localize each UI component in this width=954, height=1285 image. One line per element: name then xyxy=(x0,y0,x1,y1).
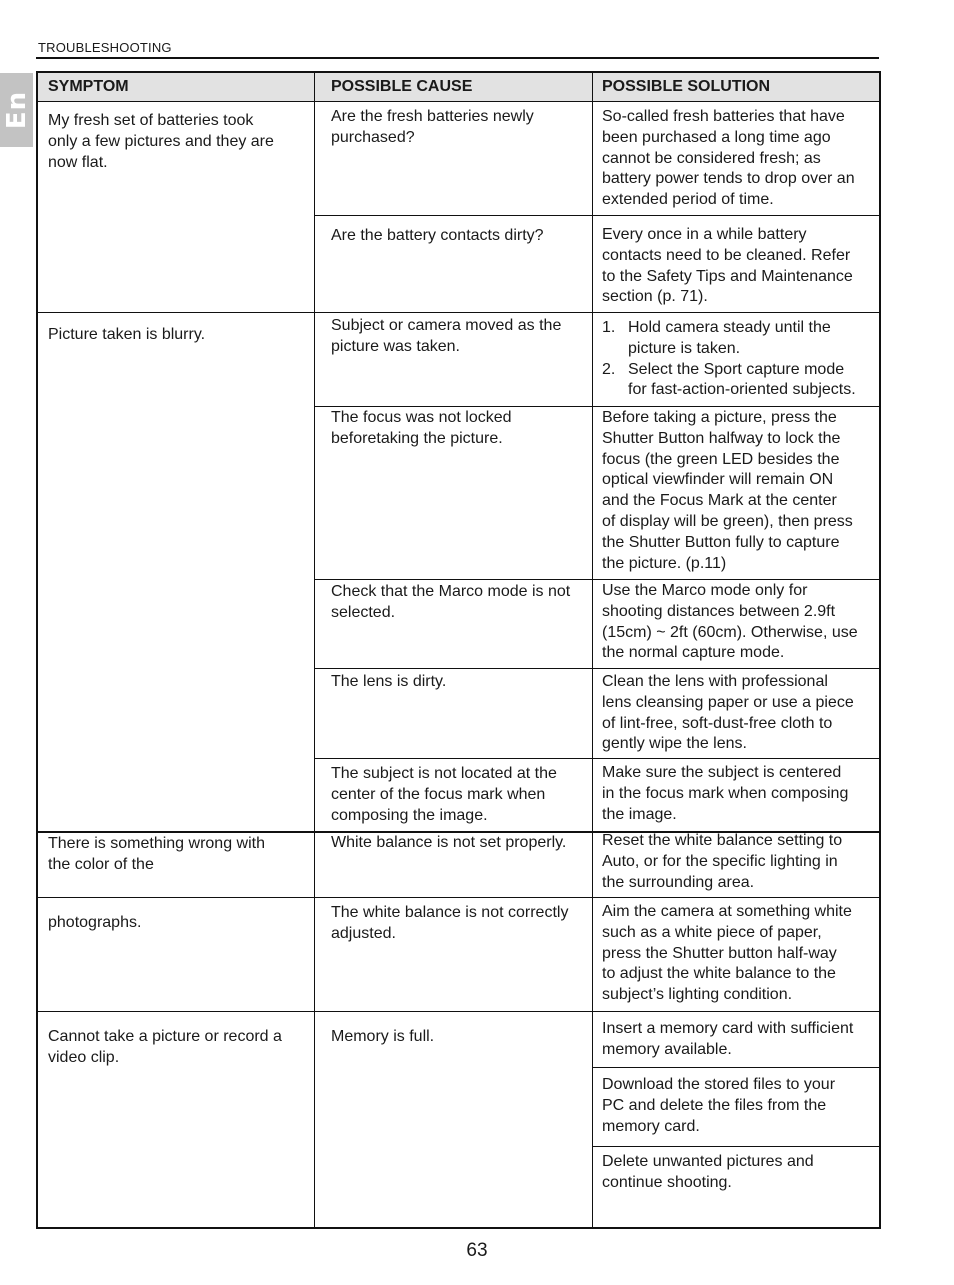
solution-cell: Every once in a while battery contacts need to be cleaned. Refer to the Safety Tips and Maintenance section (p. 71). xyxy=(602,226,853,306)
row-divider xyxy=(592,1146,879,1147)
header-possible-solution: POSSIBLE SOLUTION xyxy=(602,78,771,95)
list-item-text: Hold camera steady until the picture is taken. xyxy=(628,319,831,357)
language-tab-label: En xyxy=(1,90,32,130)
symptom-cell: photographs. xyxy=(48,914,142,931)
solution-cell: Reset the white balance setting to Auto, or for the specific lighting in the surrounding area. xyxy=(602,832,843,891)
header-possible-cause: POSSIBLE CAUSE xyxy=(331,78,473,95)
row-divider xyxy=(38,312,879,313)
solution-cell: So-called fresh batteries that have been purchased a long time ago cannot be considered fresh; as battery power tends to drop over an extended period of time. xyxy=(602,108,855,209)
troubleshooting-table xyxy=(36,71,881,1229)
cause-cell: The focus was not locked beforetaking the picture. xyxy=(331,409,512,447)
list-item-number: 2. xyxy=(602,360,616,378)
solution-cell: Make sure the subject is centered in the focus mark when composing the image. xyxy=(602,764,849,823)
row-divider xyxy=(314,215,879,216)
solution-cell: Insert a memory card with sufficient memory available. xyxy=(602,1020,854,1058)
page-number: 63 xyxy=(466,1240,488,1261)
column-divider xyxy=(592,73,593,1227)
solution-numbered-list xyxy=(602,318,856,401)
column-divider xyxy=(314,73,315,1227)
cause-cell: Memory is full. xyxy=(331,1028,435,1045)
header-rule xyxy=(36,57,879,59)
cause-cell: Check that the Marco mode is not selected. xyxy=(331,583,571,621)
symptom-cell: There is something wrong with the color of the xyxy=(48,835,265,873)
cause-cell: The subject is not located at the center of the focus mark when composing the image. xyxy=(331,765,557,824)
row-divider xyxy=(38,101,879,102)
header-symptom: SYMPTOM xyxy=(48,78,129,95)
symptom-cell: Picture taken is blurry. xyxy=(48,326,206,343)
row-divider xyxy=(592,1067,879,1068)
cause-cell: Subject or camera moved as the picture was taken. xyxy=(331,317,562,355)
cause-cell: Are the battery contacts dirty? xyxy=(331,227,544,244)
cause-cell: White balance is not set properly. xyxy=(331,834,567,851)
row-divider xyxy=(314,406,879,407)
symptom-cell: Cannot take a picture or record a video clip. xyxy=(48,1028,282,1066)
list-item-text: Select the Sport capture mode for fast-action-oriented subjects. xyxy=(628,360,856,399)
solution-cell: Delete unwanted pictures and continue shooting. xyxy=(602,1153,814,1191)
row-divider xyxy=(314,668,879,669)
row-divider xyxy=(314,579,879,580)
solution-cell: Before taking a picture, press the Shutter Button halfway to lock the focus (the green LED besides the optical viewfinder will remain ON and the Focus Mark at the center of display will be green), then press the Shutter Button fully to capture the picture. (p.11) xyxy=(602,409,853,572)
solution-cell: Aim the camera at something white such as a white piece of paper, press the Shutter button half-way to adjust the white balance to the subject’s lighting condition. xyxy=(602,903,852,1004)
solution-cell: Clean the lens with professional lens cleansing paper or use a piece of lint-free, soft-dust-free cloth to gently wipe the lens. xyxy=(602,673,854,753)
row-divider xyxy=(38,1011,879,1012)
language-tab xyxy=(0,73,33,147)
cause-cell: Are the fresh batteries newly purchased? xyxy=(331,108,534,146)
row-divider xyxy=(38,897,879,898)
solution-cell: Download the stored files to your PC and delete the files from the memory card. xyxy=(602,1076,836,1135)
symptom-cell: My fresh set of batteries took only a few pictures and they are now flat. xyxy=(48,112,274,171)
cause-cell: The white balance is not correctly adjusted. xyxy=(331,904,569,942)
row-divider xyxy=(314,758,879,759)
list-item xyxy=(602,318,856,360)
list-item-number: 1. xyxy=(602,319,616,336)
list-item xyxy=(602,360,856,402)
section-header: TROUBLESHOOTING xyxy=(38,40,172,55)
cause-cell: The lens is dirty. xyxy=(331,673,447,690)
solution-cell: Use the Marco mode only for shooting distances between 2.9ft (15cm) ~ 2ft (60cm). Otherwise, use the normal capture mode. xyxy=(602,582,858,662)
